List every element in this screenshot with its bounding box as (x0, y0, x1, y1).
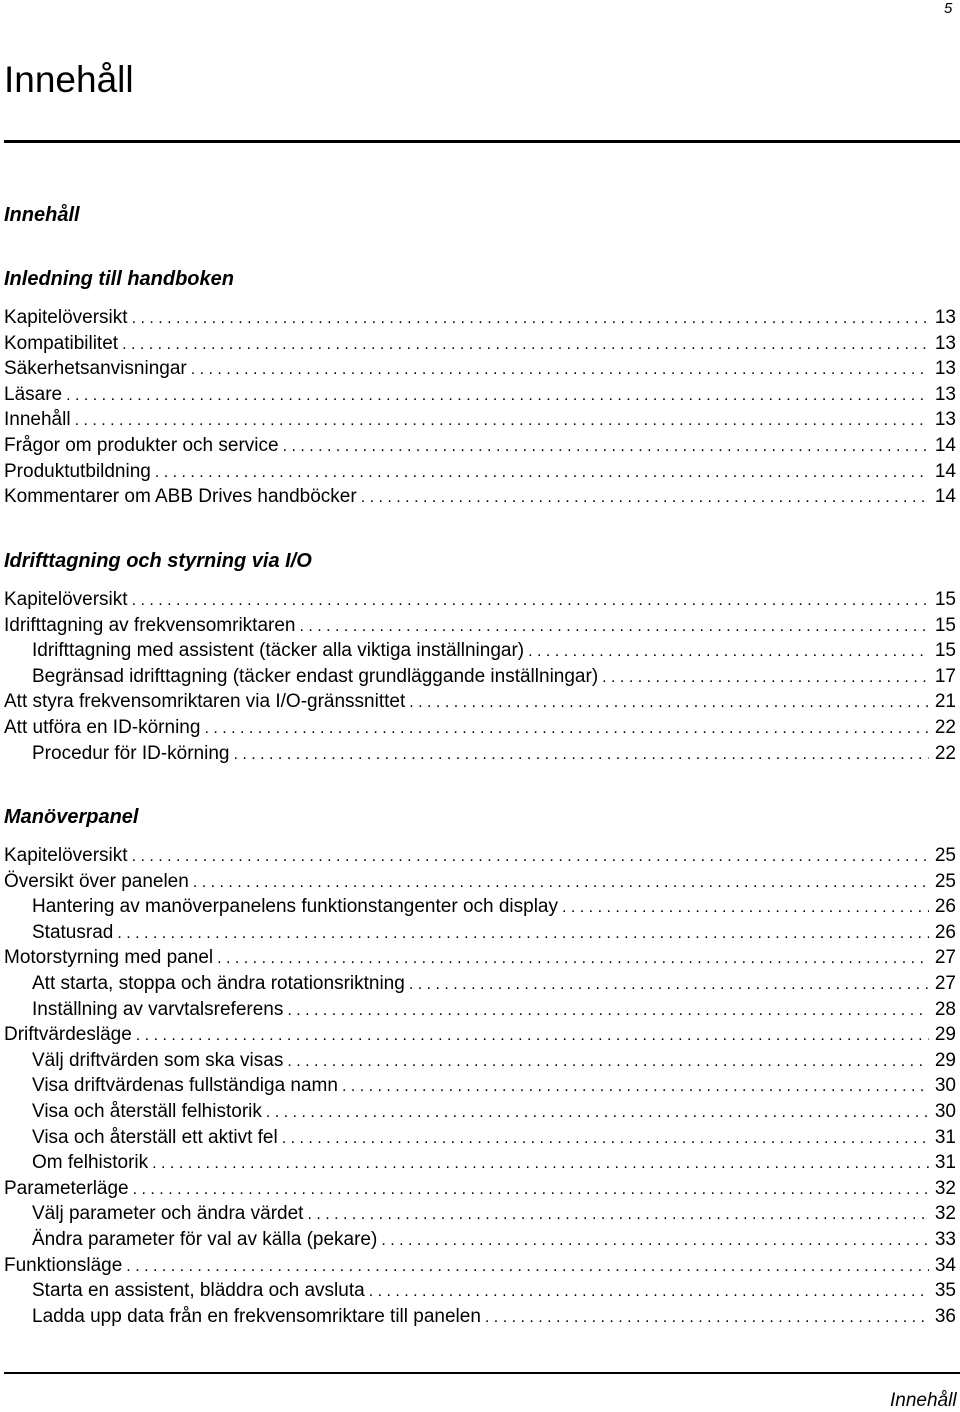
toc-entry-label: Säkerhetsanvisningar (4, 358, 187, 380)
toc-entry[interactable] (32, 1126, 956, 1150)
toc-entry[interactable] (4, 716, 956, 740)
toc-entry-label: Visa och återställ ett aktivt fel (32, 1126, 278, 1148)
dot-leader (66, 384, 929, 407)
toc-entry-label: Om felhistorik (32, 1152, 149, 1174)
toc-entry[interactable] (32, 1202, 956, 1226)
toc-entry[interactable] (4, 1023, 956, 1047)
dot-leader (409, 691, 929, 714)
toc-entry-label: Välj driftvärden som ska visas (32, 1049, 284, 1071)
toc-entry-label: Att utföra en ID-körning (4, 717, 201, 738)
toc-entry-page: 25 (934, 845, 956, 866)
toc-entry-label: Frågor om produkter och service (4, 435, 279, 456)
footer-text: Innehåll (890, 1390, 957, 1411)
dot-leader (287, 1050, 929, 1073)
toc-entry[interactable] (32, 895, 956, 919)
toc-entry[interactable] (4, 844, 956, 868)
page-number: 5 (944, 0, 953, 17)
toc-entry-label: Kapitelöversikt (4, 845, 128, 866)
toc-entry-label: Kompatibilitet (4, 332, 119, 354)
toc-entry-page: 26 (934, 921, 956, 943)
toc-entry-page: 22 (934, 717, 956, 738)
page-title: Innehåll (4, 59, 134, 100)
toc-entry[interactable] (32, 1100, 956, 1124)
section-heading: Manöverpanel (4, 806, 139, 828)
toc-entry-label: Parameterläge (4, 1177, 129, 1199)
toc-entry[interactable] (32, 1228, 956, 1252)
toc-entry-label: Ändra parameter för val av källa (pekare) (32, 1229, 378, 1250)
toc-entry-page: 27 (934, 973, 956, 994)
dot-leader (117, 922, 929, 945)
section-heading: Inledning till handboken (4, 268, 234, 290)
toc-entry[interactable] (4, 408, 956, 432)
toc-entry-page: 17 (934, 665, 956, 687)
dot-leader (409, 973, 929, 996)
toc-entry-page: 35 (934, 1280, 956, 1302)
toc-entry[interactable] (32, 998, 956, 1022)
toc-entry-page: 31 (934, 1152, 956, 1174)
dot-leader (283, 435, 929, 458)
toc-entry-label: Motorstyrning med panel (4, 947, 214, 969)
dot-leader (126, 1255, 929, 1278)
toc-entry[interactable] (32, 1305, 956, 1329)
dot-leader (133, 1178, 929, 1201)
toc-entry-page: 29 (934, 1049, 956, 1071)
toc-entry-page: 13 (934, 383, 956, 405)
toc-entry-page: 31 (934, 1126, 956, 1148)
toc-entry-label: Översikt över panelen (4, 870, 189, 892)
toc-entry[interactable] (32, 1279, 956, 1303)
dot-leader (122, 333, 929, 356)
dot-leader (342, 1075, 929, 1098)
toc-entry-page: 22 (934, 742, 956, 764)
toc-entry-label: Innehåll (4, 409, 71, 431)
dot-leader (381, 1229, 929, 1252)
toc-entry-page: 13 (934, 409, 956, 431)
toc-entry-page: 32 (934, 1203, 956, 1225)
toc-entry-page: 30 (934, 1101, 956, 1122)
toc-entry[interactable] (32, 1074, 956, 1098)
toc-entry[interactable] (32, 665, 956, 689)
toc-entry[interactable] (4, 434, 956, 458)
toc-entry[interactable] (4, 870, 956, 894)
dot-leader (204, 717, 928, 740)
dot-leader (193, 871, 929, 894)
dot-leader (282, 1127, 929, 1150)
dot-leader (233, 743, 928, 766)
toc-entry-label: Begränsad idrifttagning (täcker endast grundläggande inställningar) (32, 665, 599, 687)
toc-entry[interactable] (32, 1049, 956, 1073)
toc-entry[interactable] (32, 1151, 956, 1175)
toc-entry-label: Hantering av manöverpanelens funktionstangenter och display (32, 896, 558, 918)
toc-entry[interactable] (4, 690, 956, 714)
dot-leader (266, 1101, 929, 1124)
toc-entry[interactable] (4, 383, 956, 407)
toc-entry-label: Visa driftvärdenas fullständiga namn (32, 1075, 338, 1097)
toc-entry[interactable] (4, 357, 956, 381)
dot-leader (136, 1024, 929, 1047)
toc-entry[interactable] (4, 460, 956, 484)
toc-entry-label: Produktutbildning (4, 460, 151, 482)
toc-entry-label: Kapitelöversikt (4, 307, 128, 328)
toc-entry-page: 14 (934, 435, 956, 456)
section-heading: Idrifttagning och styrning via I/O (4, 550, 312, 572)
toc-entry[interactable] (4, 588, 956, 612)
toc-entry-page: 21 (934, 691, 956, 713)
toc-entry-label: Läsare (4, 383, 63, 405)
toc-entry[interactable] (32, 639, 956, 663)
toc-entry-label: Visa och återställ felhistorik (32, 1101, 262, 1122)
toc-entry-label: Välj parameter och ändra värdet (32, 1203, 304, 1225)
toc-entry-page: 26 (934, 896, 956, 918)
toc-entry-label: Kommentarer om ABB Drives handböcker (4, 486, 357, 508)
toc-entry[interactable] (4, 332, 956, 356)
toc-entry[interactable] (4, 306, 956, 330)
toc-entry-label: Att styra frekvensomriktaren via I/O-gränssnittet (4, 691, 406, 713)
dot-leader (132, 589, 929, 612)
toc-entry-page: 32 (934, 1177, 956, 1199)
dot-leader (369, 1280, 929, 1303)
dot-leader (485, 1306, 929, 1329)
toc-entry-label: Starta en assistent, bläddra och avsluta (32, 1280, 365, 1302)
toc-entry-page: 30 (934, 1075, 956, 1097)
dot-leader (361, 486, 929, 509)
dot-leader (307, 1203, 928, 1226)
toc-entry-label: Idrifttagning av frekvensomriktaren (4, 614, 296, 636)
toc-entry-page: 13 (934, 332, 956, 354)
toc-entry-label: Att starta, stoppa och ändra rotationsriktning (32, 973, 405, 994)
toc-entry[interactable] (32, 921, 956, 945)
dot-leader (602, 666, 929, 689)
toc-entry-page: 28 (934, 998, 956, 1020)
dot-leader (528, 640, 929, 663)
toc-entry-label: Inställning av varvtalsreferens (32, 998, 284, 1020)
toc-entry-label: Statusrad (32, 921, 114, 943)
toc-entry-page: 13 (934, 358, 956, 380)
toc-entry-page: 14 (934, 486, 956, 508)
toc-entry-page: 27 (934, 947, 956, 969)
toc-entry[interactable] (4, 1177, 956, 1201)
dot-leader (299, 615, 928, 638)
toc-entry[interactable] (4, 1254, 956, 1278)
toc-entry[interactable] (4, 614, 956, 638)
section-heading: Innehåll (4, 204, 80, 226)
toc-entry[interactable] (4, 485, 956, 509)
dot-leader (217, 947, 929, 970)
toc-entry-page: 29 (934, 1024, 956, 1046)
dot-leader (152, 1152, 929, 1175)
dot-leader (132, 845, 929, 868)
toc-entry-page: 36 (934, 1305, 956, 1327)
footer-rule (4, 1372, 960, 1374)
toc-entry[interactable] (32, 742, 956, 766)
toc-entry-label: Kapitelöversikt (4, 589, 128, 610)
toc-entry-page: 13 (934, 307, 956, 328)
toc-entry-label: Idrifttagning med assistent (täcker alla viktiga inställningar) (32, 640, 525, 662)
toc-entry[interactable] (32, 972, 956, 996)
dot-leader (191, 358, 929, 381)
toc-entry[interactable] (4, 946, 956, 970)
toc-entry-page: 15 (934, 640, 956, 662)
toc-entry-label: Procedur för ID-körning (32, 742, 230, 764)
dot-leader (287, 999, 929, 1022)
toc-entry-page: 33 (934, 1229, 956, 1250)
toc-entry-page: 25 (934, 870, 956, 892)
toc-entry-label: Driftvärdesläge (4, 1024, 132, 1046)
toc-entry-label: Funktionsläge (4, 1254, 123, 1276)
dot-leader (155, 461, 929, 484)
dot-leader (132, 307, 929, 330)
toc-entry-page: 34 (934, 1254, 956, 1276)
dot-leader (75, 409, 929, 432)
toc-entry-label: Ladda upp data från en frekvensomriktare till panelen (32, 1305, 481, 1327)
dot-leader (562, 896, 929, 919)
toc-entry-page: 14 (934, 460, 956, 482)
title-rule (4, 140, 960, 143)
toc-entry-page: 15 (934, 589, 956, 610)
toc-entry-page: 15 (934, 614, 956, 636)
